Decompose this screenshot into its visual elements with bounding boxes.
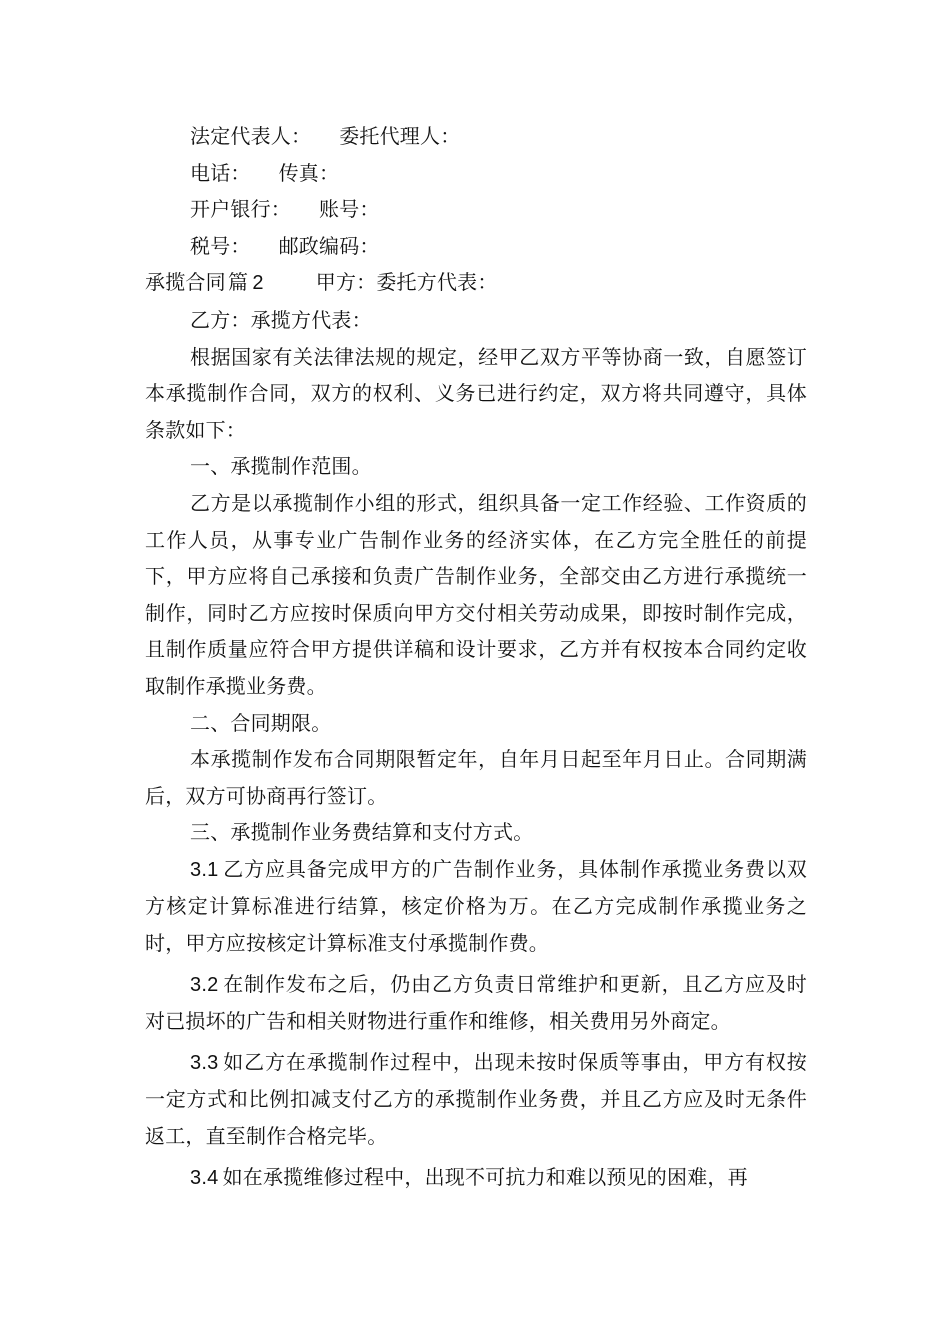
section-title-line <box>145 264 807 302</box>
clause-3-2 <box>145 966 807 1040</box>
party-a-line: 甲方：委托方代表： <box>315 270 498 295</box>
clause-3-title: 三、承揽制作业务费结算和支付方式。 <box>190 820 534 845</box>
legal-representative-label: 法定代表人： <box>190 124 312 148</box>
clause-number: 3.2 <box>190 973 219 996</box>
clause-2-title: 二、合同期限。 <box>190 710 332 735</box>
clause-3-3 <box>145 1044 807 1155</box>
intro-paragraph: 根据国家有关法律法规的规定，经甲乙双方平等协商一致，自愿签订本承揽制作合同，双方的权利、义务已进行约定，双方将共同遵守，具体条款如下： <box>145 344 807 442</box>
postcode-label: 邮政编码： <box>278 233 380 258</box>
agent-label: 委托代理人： <box>339 124 461 148</box>
part-number: 2 <box>252 272 264 295</box>
fax-label: 传真： <box>278 160 340 185</box>
clause-text: 如乙方在承揽制作过程中，出现未按时保质等事由，甲方有权按一定方式和比例扣减支付乙方的承揽制作业务费，并且乙方应及时无条件返工，直至制作合格完毕。 <box>145 1049 807 1149</box>
clause-number: 3.1 <box>190 858 219 881</box>
clause-3-4 <box>145 1159 807 1197</box>
signature-line-bank <box>145 191 807 228</box>
signature-line-tax <box>145 228 807 265</box>
clause-1-title: 一、承揽制作范围。 <box>190 454 372 479</box>
clause-number: 3.4 <box>190 1166 219 1189</box>
clause-2-body: 本承揽制作发布合同期限暂定年，自年月日起至年月日止。合同期满后，双方可协商再行签订。 <box>145 747 807 808</box>
party-b-line: 乙方：承揽方代表： <box>190 307 372 332</box>
clause-number: 3.3 <box>190 1051 219 1074</box>
clause-text: 乙方应具备完成甲方的广告制作业务，具体制作承揽业务费以双方核定计算标准进行结算，核定价格为万。在乙方完成制作承揽业务之时，甲方应按核定计算标准支付承揽制作费。 <box>145 856 807 956</box>
account-label: 账号： <box>319 197 380 222</box>
document-body <box>145 118 807 1196</box>
part-prefix: 篇 <box>228 270 249 295</box>
clause-text: 如在承揽维修过程中，出现不可抗力和难以预见的困难，再 <box>222 1164 748 1189</box>
bank-label: 开户银行： <box>190 197 291 222</box>
clause-1-body: 乙方是以承揽制作小组的形式，组织具备一定工作经验、工作资质的工作人员，从事专业广告制作业务的经济实体，在乙方完全胜任的前提下，甲方应将自己承接和负责广告制作业务，全部交由乙方进行承揽统一制作，同时乙方应按时保质向甲方交付相关劳动成果，即按时制作完成，且制作质量应符合甲方提供详稿和设计要求，乙方并有权按本合同约定收取制作承揽业务费。 <box>145 490 807 698</box>
clause-3-1 <box>145 851 807 962</box>
contract-title: 承揽合同 <box>145 270 226 295</box>
signature-line-representative <box>145 118 807 155</box>
signature-line-phone <box>145 155 807 192</box>
phone-label: 电话： <box>190 160 251 185</box>
clause-text: 在制作发布之后，仍由乙方负责日常维护和更新，且乙方应及时对已损坏的广告和相关财物进行重作和维修，相关费用另外商定。 <box>145 971 807 1034</box>
tax-no-label: 税号： <box>190 233 251 258</box>
